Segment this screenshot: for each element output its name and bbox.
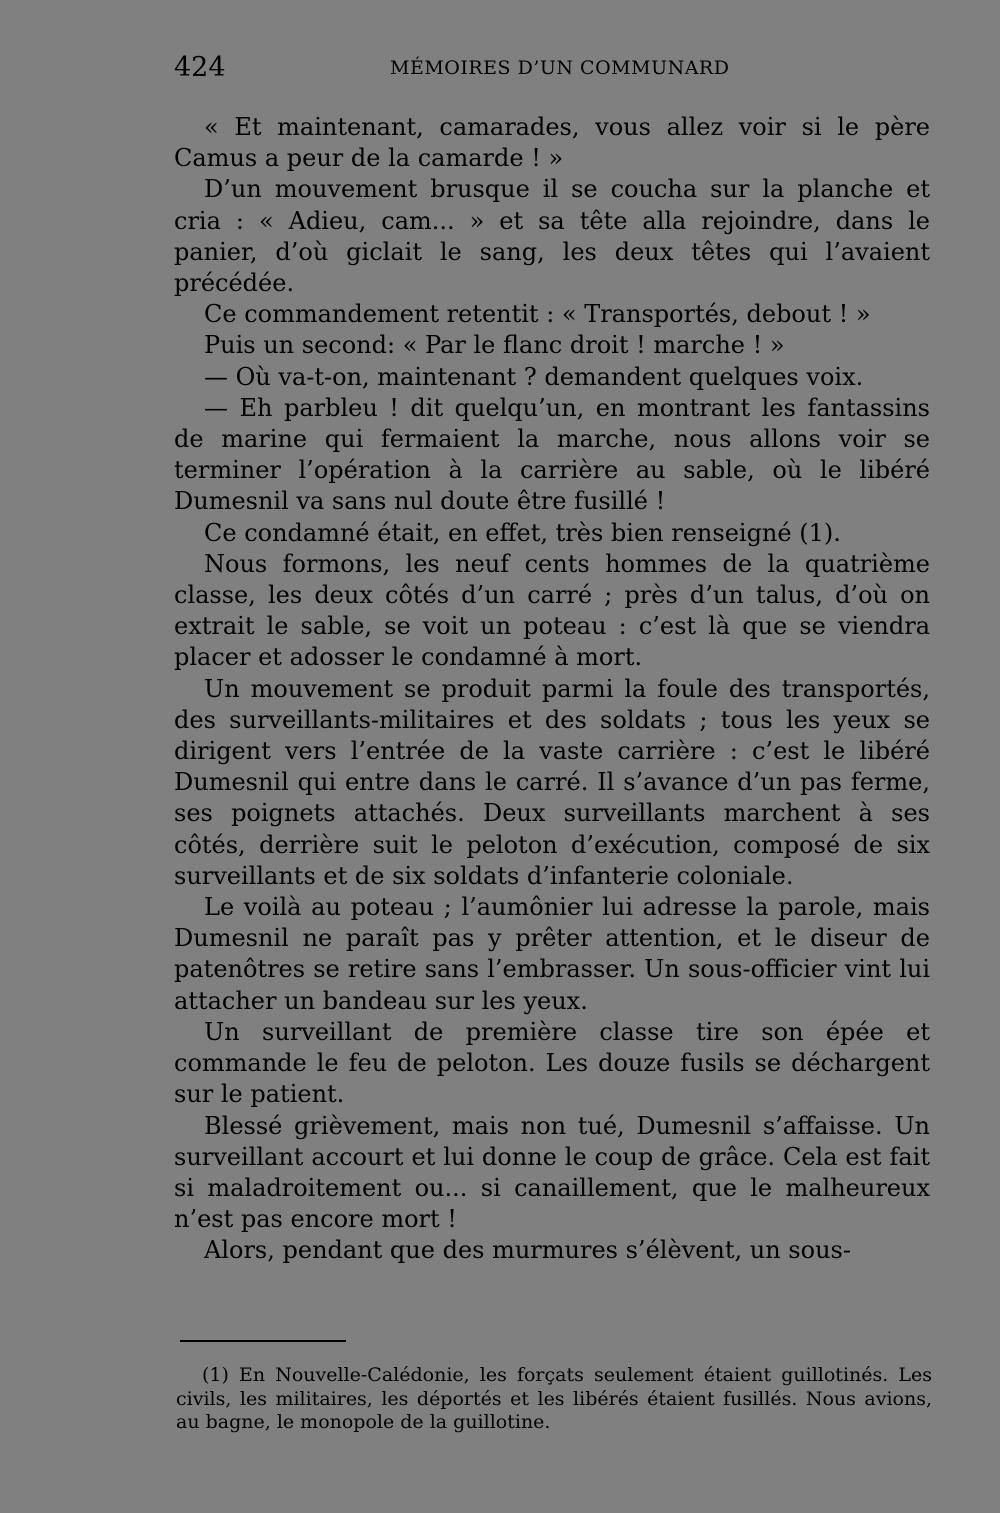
- paragraph: Ce commandement retentit : « Transportés, debout ! »: [204, 300, 871, 329]
- running-head: MÉMOIRES D’UN COMMUNARD: [390, 57, 730, 79]
- footnote: (1) En Nouvelle-Calédonie, les forçats seulement étaient guillotinés. Les civils, les militaires, les déportés et les libérés étaient fusillés. Nous avions, au bagne, le monopole de la guillotine.: [176, 1364, 932, 1433]
- paragraph: Un mouvement se produit parmi la foule des transportés, des surveillants-militaires et des soldats ; tous les yeux se dirigent vers l’entrée de la vaste carrière : c’est le libéré Dumesnil qui entre dans le carré. Il s’avance d’un pas ferme, ses poignets attachés. Deux surveillants marchent à ses côtés, derrière suit le peloton d’exécution, composé de six surveillants et de six soldats d’infanterie coloniale.: [174, 674, 930, 890]
- footnotes: [176, 1364, 932, 1435]
- paragraph: Nous formons, les neuf cents hommes de la quatrième classe, les deux côtés d’un carré ; près d’un talus, d’où on extrait le sable, se voit un poteau : c’est là que se viendra placer et adosser le condamné à mort.: [174, 549, 930, 672]
- paragraph: — Eh parbleu ! dit quelqu’un, en montrant les fantassins de marine qui fermaient la marche, nous allons voir se terminer l’opération à la carrière au sable, où le libéré Dumesnil va sans nul doute être fusillé !: [174, 393, 930, 516]
- body-text: [174, 112, 930, 1267]
- paragraph: Puis un second: « Par le flanc droit ! marche ! »: [204, 331, 785, 360]
- paragraph: Le voilà au poteau ; l’aumônier lui adresse la parole, mais Dumesnil ne paraît pas y prêter attention, et le diseur de patenôtres se retire sans l’embrasser. Un sous-officier vint lui attacher un bandeau sur les yeux.: [174, 893, 930, 1015]
- paragraph: D’un mouvement brusque il se coucha sur la planche et cria : « Adieu, cam... » et sa tête alla rejoindre, dans le panier, d’où giclait le sang, les deux têtes qui l’avaient précédée.: [174, 175, 930, 298]
- paragraph: « Et maintenant, camarades, vous allez voir si le père Camus a peur de la camarde ! »: [174, 113, 930, 173]
- page-header: [174, 50, 930, 86]
- paragraph: Blessé grièvement, mais non tué, Dumesnil s’affaisse. Un surveillant accourt et lui donne le coup de grâce. Cela est fait si maladroitement ou... si canaillement, que le malheureux n’est pas encore mort !: [174, 1111, 930, 1234]
- paragraph: Alors, pendant que des murmures s’élèvent, un sous-: [204, 1236, 851, 1265]
- paragraph: Un surveillant de première classe tire son épée et commande le feu de peloton. Les douze fusils se déchargent sur le patient.: [174, 1017, 930, 1109]
- page-number: 424: [174, 52, 226, 83]
- paragraph: Ce condamné était, en effet, très bien renseigné (1).: [204, 518, 841, 547]
- footnote-divider: [180, 1340, 346, 1342]
- paragraph: — Où va-t-on, maintenant ? demandent quelques voix.: [204, 362, 864, 391]
